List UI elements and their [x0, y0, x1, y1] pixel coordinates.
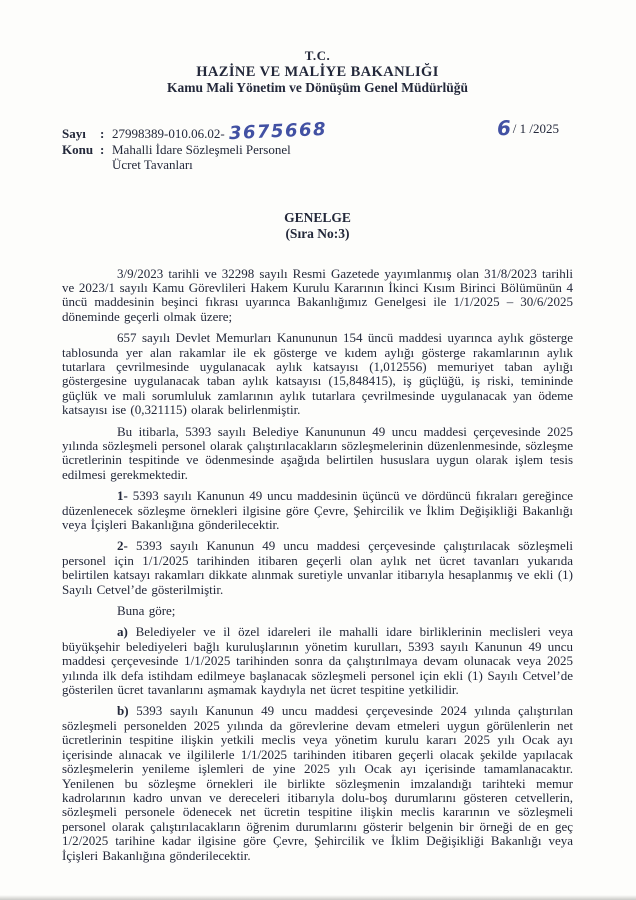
konu-row	[62, 142, 573, 173]
document-body	[62, 267, 573, 863]
circular-title-line2: (Sıra No:3)	[285, 225, 350, 241]
directorate-name: Kamu Mali Yönetim ve Dönüşüm Genel Müdürlüğü	[166, 80, 469, 95]
item-marker: b)	[117, 703, 129, 719]
paragraph-text: Bu itibarla, 5393 sayılı Belediye Kanununun 49 uncu maddesi çerçevesinde 2025 yılında sözleşmeli personel olarak çalıştırılacakların sözleşmelerinin düzenlenmesinde, sözleşme ücretlerinin tespitinde ve ödenmesinde aşağıda belirtilen hususlara uygun olarak işlem tesis edilmesi gerekmektedir.	[62, 423, 573, 482]
sayi-handwritten-number: 3675668	[228, 118, 328, 145]
paragraph-item-1	[62, 489, 573, 532]
document-meta	[62, 115, 573, 173]
paragraph-item-2	[62, 539, 573, 597]
konu-colon: :	[100, 141, 105, 157]
sayi-colon: :	[100, 126, 105, 141]
circular-title	[62, 210, 573, 242]
konu-label: Konu	[62, 141, 94, 157]
paragraph-text: Belediyeler ve il özel idareleri ile mahalli idare birliklerinin meclisleri veya büyükşehir belediyeleri bağlı kuruluşlarının yönetim kurulları, 5393 sayılı Kanunun 49 uncu maddesi çerçevesinde 1/1/2025 tarihinden sonra da çalıştırılmaya devam olunacak veya 2025 yılında ilk defa istihdam edilmeye başlanacak sözleşmeli personel için ekli (1) Sayılı Cetvel’de gösterilen ücret tavanlarını aşmamak kaydıyla net ücret tespitine yetkilidir.	[62, 624, 573, 698]
sayi-label: Sayı	[62, 126, 86, 141]
item-marker: a)	[117, 624, 128, 640]
scan-bottom-edge	[0, 895, 636, 900]
paragraph-item-a	[62, 625, 573, 697]
paragraph-text: 3/9/2023 tarihli ve 32298 sayılı Resmi Gazetede yayımlanmış olan 31/8/2023 tarihli ve 2023/1 sayılı Kamu Görevlileri Hakem Kurulu Kararının İkinci Kısım Birinci Bölümünün 4 üncü maddesinin beşinci fıkrası uyarınca Bakanlığımız Genelgesi ile 1/1/2025 – 30/6/2025 döneminde geçerli olmak üzere;	[62, 265, 573, 324]
paragraph-3	[62, 425, 573, 483]
paragraph-text: 5393 sayılı Kanunun 49 uncu maddesinin üçüncü ve dördüncü fıkraları gereğince düzenlenecek sözleşme örnekleri ilgisine göre Çevre, Şehircilik ve İklim Değişikliği Bakanlığı veya İçişleri Bakanlığına gönderilecektir.	[62, 488, 573, 532]
konu-value-line1: Mahalli İdare Sözleşmeli Personel	[112, 141, 291, 157]
konu-value	[112, 142, 573, 173]
paragraph-text: 5393 sayılı Kanunun 49 uncu maddesi çerçevesinde 2024 yılında çalıştırılan sözleşmeli personelden 2025 yılında da görevlerine devam etmeleri uygun görülenlerin net ücretlerinin tespitine ilişkin yetkili meclis veya yönetim kurulu kararı 2025 yılı Ocak ayı içerisinde alınacak ve ilgililerle 1/1/2025 tarihinden itibaren geçerli olacak şekilde yapılacak sözleşmelerin yenileme işlemleri de yine 2025 yılı Ocak ayı içerisinde tamamlanacaktır. Yenilenen bu sözleşme örnekleri ile birlikte sözleşmenin imzalandığı tarihteki memur kadrolarının kadro unvan ve dereceleri itibarıyla dolu-boş durumlarını gösteren cetvellerin, sözleşmeli personele ödenecek net ücretin tespitine ilişkin meclis kararının ve sözleşmeli personel olarak çalıştırılacakların öğrenim durumlarını gösterir belgenin bir örneği de en geç 1/2/2025 tarihine kadar ilgisine göre Çevre, Şehircilik ve İklim Değişikliği Bakanlığı veya İçişleri Bakanlığına gönderilecektir.	[62, 703, 573, 863]
republic-abbreviation: T.C.	[304, 48, 331, 63]
paragraph-2	[62, 331, 573, 417]
paragraph-text: 5393 sayılı Kanunun 49 uncu maddesi çerçevesinde çalıştırılacak sözleşmeli personel için 1/1/2025 tarihinden itibaren geçerli olan aylık net ücret tavanları yukarıda belirtilen katsayı rakamları dikkate alınmak suretiyle unvanlar itibarıyla hesaplanmış ve ekli (1) Sayılı Cetvel’de gösterilmiştir.	[62, 538, 573, 597]
letterhead	[62, 48, 573, 96]
date-printed-part: / 1 /2025	[512, 121, 559, 136]
paragraph-item-b	[62, 704, 573, 862]
item-marker: 2-	[117, 538, 128, 554]
paragraph-buna-gore	[62, 604, 573, 618]
ministry-name: HAZİNE VE MALİYE BAKANLIĞI	[196, 64, 439, 80]
paragraph-1	[62, 267, 573, 325]
date-handwritten-day: 6	[495, 115, 512, 141]
circular-title-line1: GENELGE	[284, 209, 351, 225]
item-marker: 1-	[117, 488, 128, 504]
document-date	[495, 115, 559, 141]
paragraph-text: 657 sayılı Devlet Memurları Kanununun 154 üncü maddesi uyarınca aylık gösterge tablosunda yer alan rakamlar ile ek gösterge ve kıdem aylığı gösterge rakamlarının aylık tutarlara çevrilmesinde uygulanacak aylık katsayısı (1,012556) memuriyet taban aylığı göstergesine uygulanacak taban aylık katsayısı (15,848415), iş güçlüğü, iş riski, temininde güçlük ve mali sorumluluk zamlarının aylık tutarlara çevrilmesinde uygulanacak yan ödeme katsayısı ise (0,321115) olarak belirlenmiştir.	[62, 330, 573, 418]
document-content	[0, 48, 636, 863]
sayi-printed-number: 27998389-010.06.02-	[112, 126, 225, 141]
konu-value-line2: Ücret Tavanları	[112, 157, 193, 172]
paragraph-text: Buna göre;	[117, 603, 176, 619]
